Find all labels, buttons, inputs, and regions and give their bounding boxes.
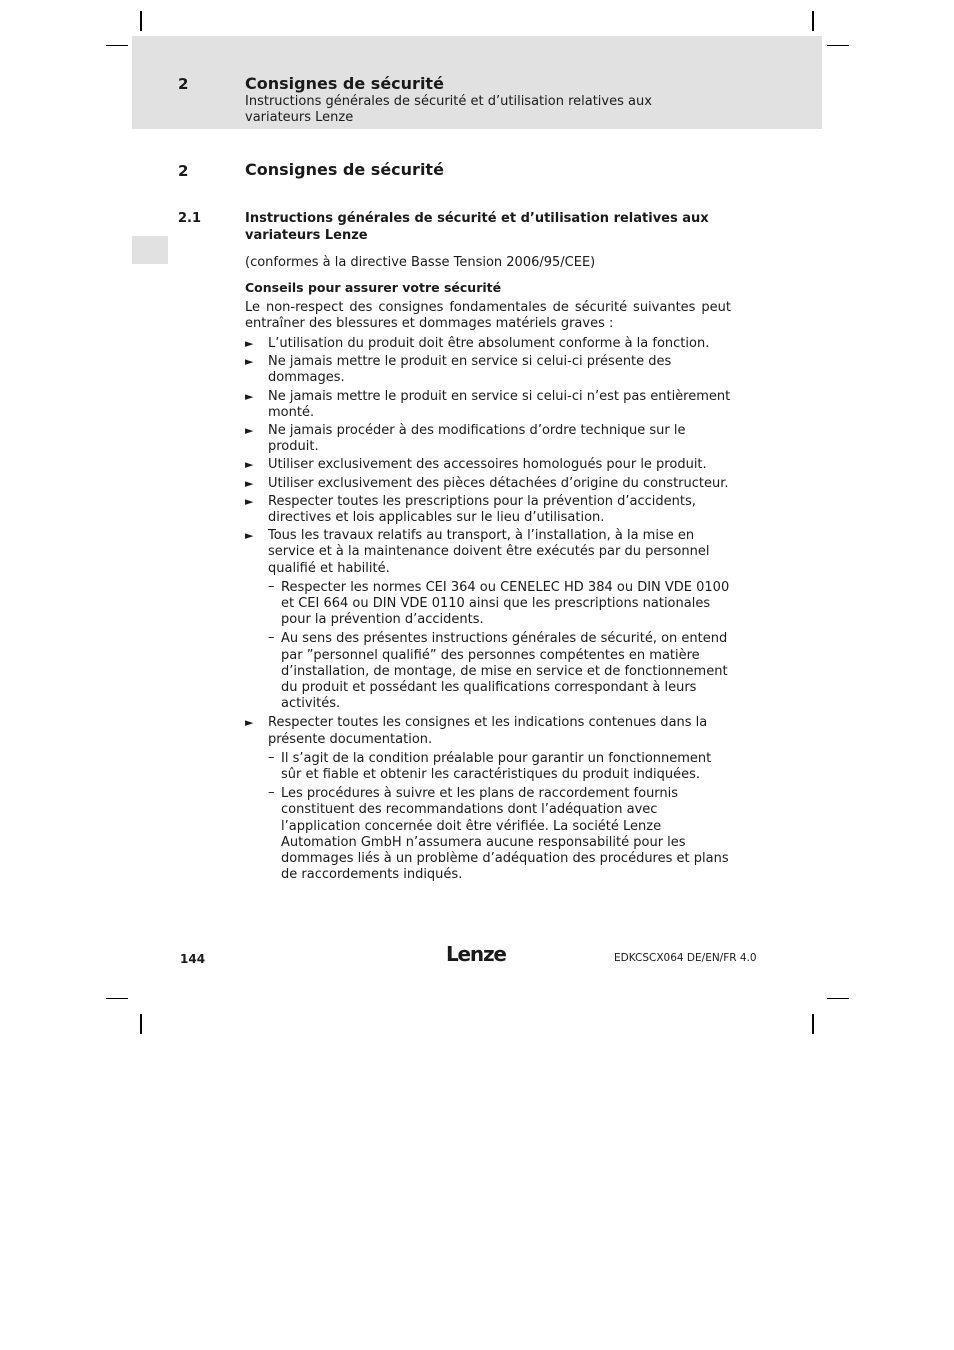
bullet-arrow-icon: ► xyxy=(245,458,254,472)
list-item xyxy=(245,457,731,473)
dash-marker: – xyxy=(268,785,275,801)
list-item-text: Ne jamais mettre le produit en service si celui-ci présente des dommages. xyxy=(268,354,672,386)
bullet-arrow-icon: ► xyxy=(245,355,254,369)
list-item-text: Ne jamais mettre le produit en service si celui-ci n’est pas entièrement monté. xyxy=(268,388,731,420)
header-chapter-number: 2 xyxy=(178,75,189,93)
section-number: 2.1 xyxy=(178,211,202,226)
list-item xyxy=(245,715,731,883)
list-item-text: Ne jamais procéder à des modifications d’ordre technique sur le produit. xyxy=(268,423,686,455)
chapter-title: Consignes de sécurité xyxy=(245,160,444,179)
sub-list-item xyxy=(268,631,731,712)
section-title: Instructions générales de sécurité et d’utilisation relatives aux variateurs Lenze xyxy=(245,211,709,243)
crop-mark xyxy=(827,45,849,46)
sub-list-item xyxy=(268,786,731,883)
header-subtitle: Instructions générales de sécurité et d’utilisation relatives aux variateurs Lenze xyxy=(245,94,652,125)
list-item-text: Utiliser exclusivement des pièces détachées d’origine du constructeur. xyxy=(268,475,729,491)
directive-note: (conformes à la directive Basse Tension 2006/95/CEE) xyxy=(245,255,596,270)
crop-mark xyxy=(140,1014,142,1034)
list-item-text: Tous les travaux relatifs au transport, à l’installation, à la mise en service et à la maintenance doivent être exécutés par du personnel qualifié et habilité. xyxy=(268,528,710,576)
dash-marker: – xyxy=(268,630,275,646)
list-item xyxy=(245,336,731,352)
chapter-number: 2 xyxy=(178,162,189,180)
sub-list-item-text: Il s’agit de la condition préalable pour garantir un fonctionnement sûr et fiable et obtenir les caractéristiques du produit indiquées. xyxy=(281,750,712,783)
lenze-logo: Lenze xyxy=(446,942,506,966)
bullet-arrow-icon: ► xyxy=(245,529,254,543)
list-item xyxy=(245,354,731,386)
list-item xyxy=(245,494,731,526)
dash-marker: – xyxy=(268,578,275,594)
sub-list-item xyxy=(268,751,731,783)
sub-list-item xyxy=(268,580,731,629)
crop-mark xyxy=(827,998,849,999)
list-item xyxy=(245,528,731,712)
safety-bullet-list xyxy=(245,336,731,887)
crop-mark xyxy=(812,1014,814,1034)
list-item xyxy=(245,423,731,455)
document-id: EDKCSCX064 DE/EN/FR 4.0 xyxy=(614,952,757,964)
bullet-arrow-icon: ► xyxy=(245,494,254,508)
bullet-arrow-icon: ► xyxy=(245,424,254,438)
list-item-text: Utiliser exclusivement des accessoires homologués pour le produit. xyxy=(268,457,707,473)
crop-mark xyxy=(106,998,128,999)
bullet-arrow-icon: ► xyxy=(245,476,254,490)
bullet-arrow-icon: ► xyxy=(245,716,254,730)
list-item xyxy=(245,476,731,492)
dash-marker: – xyxy=(268,749,275,765)
header-chapter-title: Consignes de sécurité xyxy=(245,74,444,93)
crop-mark xyxy=(106,45,128,46)
sub-list xyxy=(268,580,731,713)
sub-list xyxy=(268,751,731,884)
bullet-arrow-icon: ► xyxy=(245,389,254,403)
page-number: 144 xyxy=(180,952,206,966)
crop-mark xyxy=(140,11,142,31)
safety-subheading: Conseils pour assurer votre sécurité xyxy=(245,280,502,295)
side-tab-marker xyxy=(132,236,168,264)
list-item xyxy=(245,389,731,421)
bullet-arrow-icon: ► xyxy=(245,337,254,350)
list-item-text: Respecter toutes les prescriptions pour la prévention d’accidents, directives et lois applicables sur le lieu d’utilisation. xyxy=(268,493,696,526)
sub-list-item-text: Les procédures à suivre et les plans de raccordement fournis constituent des recommandations dont l’adéquation avec l’application concernée doit être vérifiée. La société Lenze Automation GmbH n’assumera aucune responsabilité pour les dommages liés à un problème d’adéquation des procédures et plans de raccordements indiqués. xyxy=(281,786,729,883)
intro-paragraph: Le non-respect des consignes fondamentales de sécurité suivantes peut entraîner des blessures et dommages matériels graves : xyxy=(245,300,731,332)
list-item-text: L’utilisation du produit doit être absolument conforme à la fonction. xyxy=(268,336,710,351)
crop-mark xyxy=(812,11,814,31)
sub-list-item-text: Au sens des présentes instructions générales de sécurité, on entend par ”personnel qualifié” des personnes compétentes en matière d’installation, de montage, de mise en service et de fonctionnement du produit et possédant les qualifications correspondant à leurs activités. xyxy=(281,631,728,712)
sub-list-item-text: Respecter les normes CEI 364 ou CENELEC HD 384 ou DIN VDE 0100 et CEI 664 ou DIN VDE 0110 ainsi que les prescriptions nationales pour la prévention d’accidents. xyxy=(281,579,730,628)
list-item-text: Respecter toutes les consignes et les indications contenues dans la présente documentation. xyxy=(268,715,708,747)
